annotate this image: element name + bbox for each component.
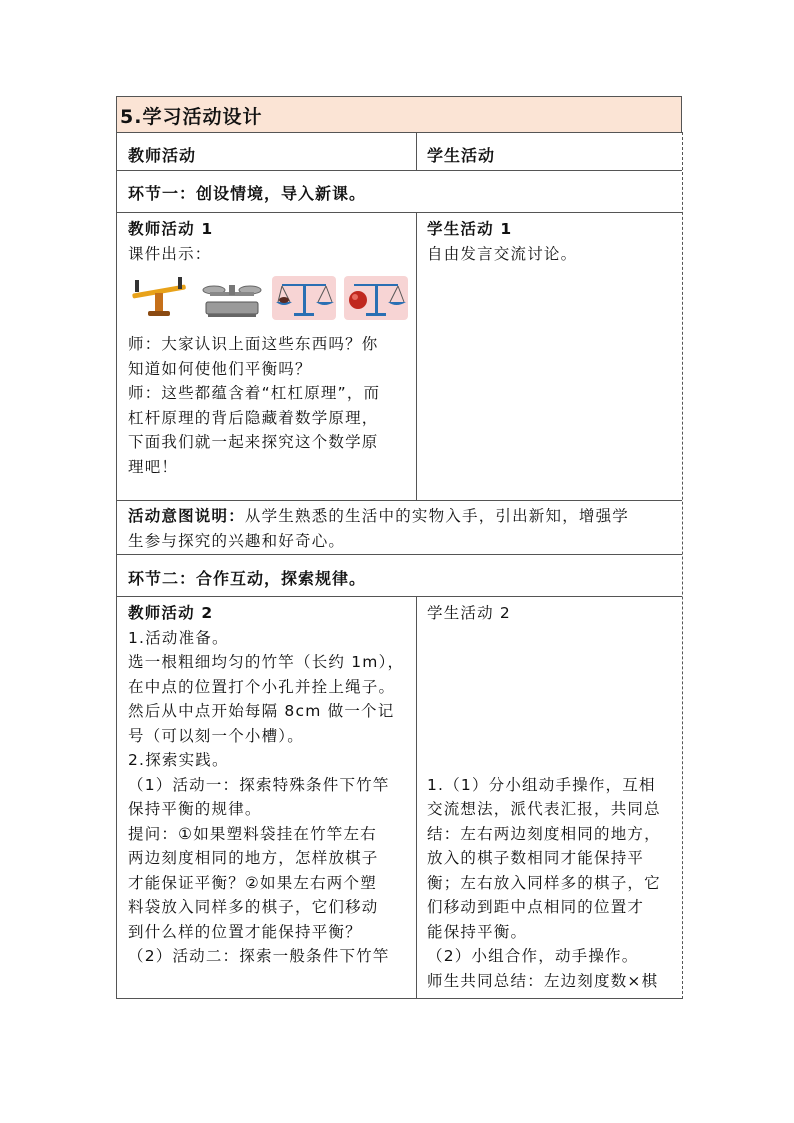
text-line: 1.活动准备。 bbox=[128, 628, 229, 647]
stage2-teacher-cell bbox=[128, 596, 418, 999]
text-line: 才能保证平衡？②如果左右两个塑 bbox=[128, 873, 377, 892]
text-line: 1.（1）分小组动手操作，互相 bbox=[427, 775, 656, 794]
intent-row bbox=[116, 500, 682, 554]
text-line: 师：这些都蕴含着“杠杠原理”，而 bbox=[128, 384, 381, 402]
scale-icon bbox=[200, 276, 264, 320]
intent-cell bbox=[128, 500, 680, 554]
text-line: 结：左右两边刻度相同的地方， bbox=[427, 824, 661, 843]
balance-icon bbox=[272, 276, 336, 320]
stage1-teacher-title: 教师活动 1 bbox=[128, 220, 214, 238]
stage2-student-title: 学生活动 2 bbox=[427, 604, 511, 622]
intent-line-2: 生参与探究的兴趣和好奇心。 bbox=[128, 531, 346, 550]
text-line: 知道如何使他们平衡吗？ bbox=[128, 359, 312, 378]
border-left bbox=[116, 96, 117, 999]
text-line: 保持平衡的规律。 bbox=[128, 800, 262, 818]
border bbox=[116, 596, 682, 597]
border bbox=[116, 554, 682, 555]
text-line: 师：大家认识上面这些东西吗？你 bbox=[128, 335, 379, 353]
text-line: 2.探索实践。 bbox=[128, 751, 229, 769]
intent-label: 活动意图说明： bbox=[128, 507, 245, 525]
column-divider bbox=[416, 212, 417, 500]
text-line: 在中点的位置打个小孔并拴上绳子。 bbox=[128, 677, 396, 696]
stage1-title: 环节一：创设情境，导入新课。 bbox=[128, 184, 367, 203]
balance-ball-icon bbox=[344, 276, 408, 320]
border-top bbox=[116, 96, 682, 97]
stage1-title-row bbox=[116, 170, 682, 212]
text-line: 下面我们就一起来探究这个数学原 bbox=[128, 433, 379, 451]
text-line: （2）小组合作，动手操作。 bbox=[427, 947, 639, 965]
text-line: （2）活动二：探索一般条件下竹竿 bbox=[128, 947, 390, 965]
text-line: 提问：①如果塑料袋挂在竹竿左右 bbox=[128, 824, 377, 843]
text-line: 料袋放入同样多的棋子，它们移动 bbox=[128, 898, 379, 916]
header-row bbox=[116, 132, 682, 170]
stage1-content-row bbox=[116, 212, 682, 500]
courseware-images bbox=[128, 276, 416, 320]
stage2-title-row bbox=[116, 554, 682, 596]
border bbox=[116, 212, 682, 213]
border bbox=[116, 170, 682, 171]
border bbox=[116, 132, 682, 133]
section-title-row bbox=[116, 96, 682, 132]
text-line: 杠杆原理的背后隐藏着数学原理， bbox=[128, 408, 379, 427]
section-title: 5.学习活动设计 bbox=[120, 106, 263, 128]
stage2-content-row bbox=[116, 596, 682, 999]
text-line: 交流想法，派代表汇报，共同总 bbox=[427, 800, 661, 818]
border-right bbox=[682, 132, 683, 999]
stage1-student-cell bbox=[427, 212, 677, 500]
student-header: 学生活动 bbox=[427, 146, 496, 165]
intent-text: 从学生熟悉的生活中的实物入手，引出新知，增强学 bbox=[244, 507, 630, 525]
text-line: 放入的棋子数相同才能保持平 bbox=[427, 849, 645, 867]
column-divider bbox=[416, 132, 417, 170]
stage2-title: 环节二：合作互动，探索规律。 bbox=[128, 569, 367, 588]
stage1-teacher-lines bbox=[128, 332, 416, 479]
text-line: 师生共同总结：左边刻度数×棋 bbox=[427, 971, 659, 990]
seesaw-icon bbox=[128, 276, 192, 320]
stage1-student-title: 学生活动 1 bbox=[427, 220, 513, 238]
activity-design-table bbox=[116, 96, 682, 999]
column-divider bbox=[416, 596, 417, 999]
text-line: 能保持平衡。 bbox=[427, 922, 528, 941]
text-line: （1）活动一：探索特殊条件下竹竿 bbox=[128, 775, 390, 794]
text-line: 理吧！ bbox=[128, 457, 179, 476]
text-line: 们移动到距中点相同的位置才 bbox=[427, 898, 645, 916]
text-line: 衡；左右放入同样多的棋子，它 bbox=[427, 873, 661, 892]
stage2-student-cell bbox=[427, 596, 681, 999]
text-line: 然后从中点开始每隔 8cm 做一个记 bbox=[128, 702, 395, 720]
stage1-teacher-intro: 课件出示： bbox=[128, 244, 212, 263]
border-bottom bbox=[116, 998, 682, 999]
border-right-title bbox=[681, 96, 682, 132]
stage2-teacher-title: 教师活动 2 bbox=[128, 604, 214, 622]
text-line: 两边刻度相同的地方，怎样放棋子 bbox=[128, 849, 379, 867]
stage1-teacher-cell bbox=[128, 212, 416, 500]
border bbox=[116, 500, 682, 501]
stage1-student-text: 自由发言交流讨论。 bbox=[427, 244, 578, 263]
intent-line-1 bbox=[128, 504, 680, 529]
text-line: 到什么样的位置才能保持平衡？ bbox=[128, 922, 362, 941]
teacher-header: 教师活动 bbox=[128, 146, 197, 165]
text-line: 选一根粗细均匀的竹竿（长约 1m）， bbox=[128, 653, 405, 671]
text-line: 号（可以刻一个小槽）。 bbox=[128, 726, 304, 745]
